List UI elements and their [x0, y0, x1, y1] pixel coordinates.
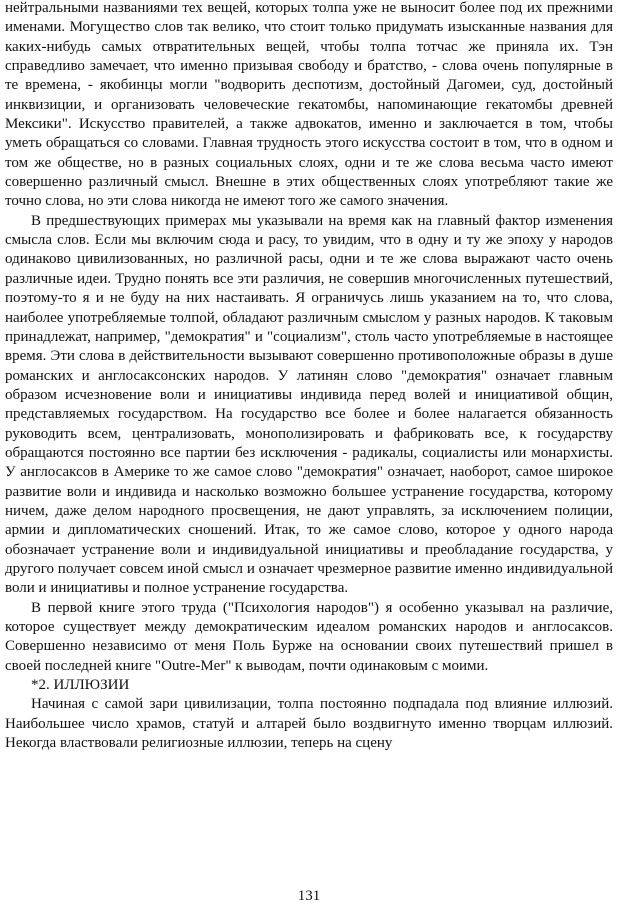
page-number: 131: [297, 888, 321, 904]
paragraph-illusions: Начиная с самой зари цивилизации, толпа постоянно подпадала под влияние иллюзий. Наибольшее число храмов, статуй и алтарей было воздвигнуто именно творцам иллюзий. Некогда властвовали религиозные иллюзии, теперь на сцену: [5, 696, 613, 752]
section-heading: *2. ИЛЛЮЗИИ: [31, 677, 130, 694]
document-page: [5, 0, 613, 915]
paragraph-psychology-of-peoples: В первой книге этого труда ("Психология народов") я особенно указывал на различие, которое существует между демократическим идеалом романских народов и англосаксов. Совершенно независимо от меня Поль Бурже на основании своих путешествий пришел в своей последней книге "Outre-Mer" к выводам, почти одинаковым с моими.: [5, 599, 613, 674]
body-text: [5, 0, 613, 753]
paragraph-continuation: нейтральными названиями тех вещей, которых толпа уже не выносит более под их прежними именами. Могущество слов так велико, что стоит только придумать изысканные названия для каких-нибудь самых отвратительных вещей, чтобы толпа тотчас же приняла их. Тэн справедливо замечает, что именно призывая свободу и братство, - слова очень популярные в те времена, - якобинцы могли "водворить деспотизм, достойный Дагомеи, суд, достойный инквизиции, и организовать человеческие гекатомбы, напоминающие гекатомбы древней Мексики". Искусство правителей, а также адвокатов, именно и заключается в том, чтобы уметь обращаться со словами. Главная трудность этого искусства состоит в том, что в одном и том же обществе, но в разных социальных слоях, одни и те же слова весьма часто имеют совершенно различный смысл. Внешне в этих общественных слоях употребляют такие же точно слова, но эти слова никогда не имеют того же самого значения.: [5, 0, 613, 210]
paragraph-word-meaning-by-race: В предшествующих примерах мы указывали на время как на главный фактор изменения смысла слов. Если мы включим сюда и расу, то увидим, что в одну и ту же эпоху у народов одинаково цивилизованных, но различной расы, одни и те же слова выражают часто очень различные идеи. Трудно понять все эти различия, не совершив многочисленных путешествий, поэтому-то я и не буду на них настаивать. Я ограничусь лишь указанием на то, что слова, наиболее употребляемые толпой, обладают различным смыслом у разных народов. К таковым принадлежат, например, "демократия" и "социализм", столь часто употребляемые в настоящее время. Эти слова в действительности вызывают совершенно противоположные образы в душе романских и англосаксонских народов. У латинян слово "демократия" означает главным образом исчезновение воли и инициативы индивида перед волей и инициативой общин, представляемых государством. На государство все более и более налагается обязанность руководить всем, централизовать, монополизировать и фабриковать все, к государству обращаются постоянно все партии без исключения - радикалы, социалисты или монархисты. У англосаксов в Америке то же самое слово "демократия" означает, наоборот, самое широкое развитие воли и индивида и насколько возможно большее устранение государства, которому ничем, даже делом народного просвещения, не дают управлять, за исключением полиции, армии и дипломатических сношений. Итак, то же самое слово, которое у одного народа обозначает устранение воли и индивидуальной инициативы и преобладание государства, у другого получает совсем иной смысл и означает чрезмерное развитие именно индивидуальной воли и инициативы и полное устранение государства.: [5, 212, 613, 597]
